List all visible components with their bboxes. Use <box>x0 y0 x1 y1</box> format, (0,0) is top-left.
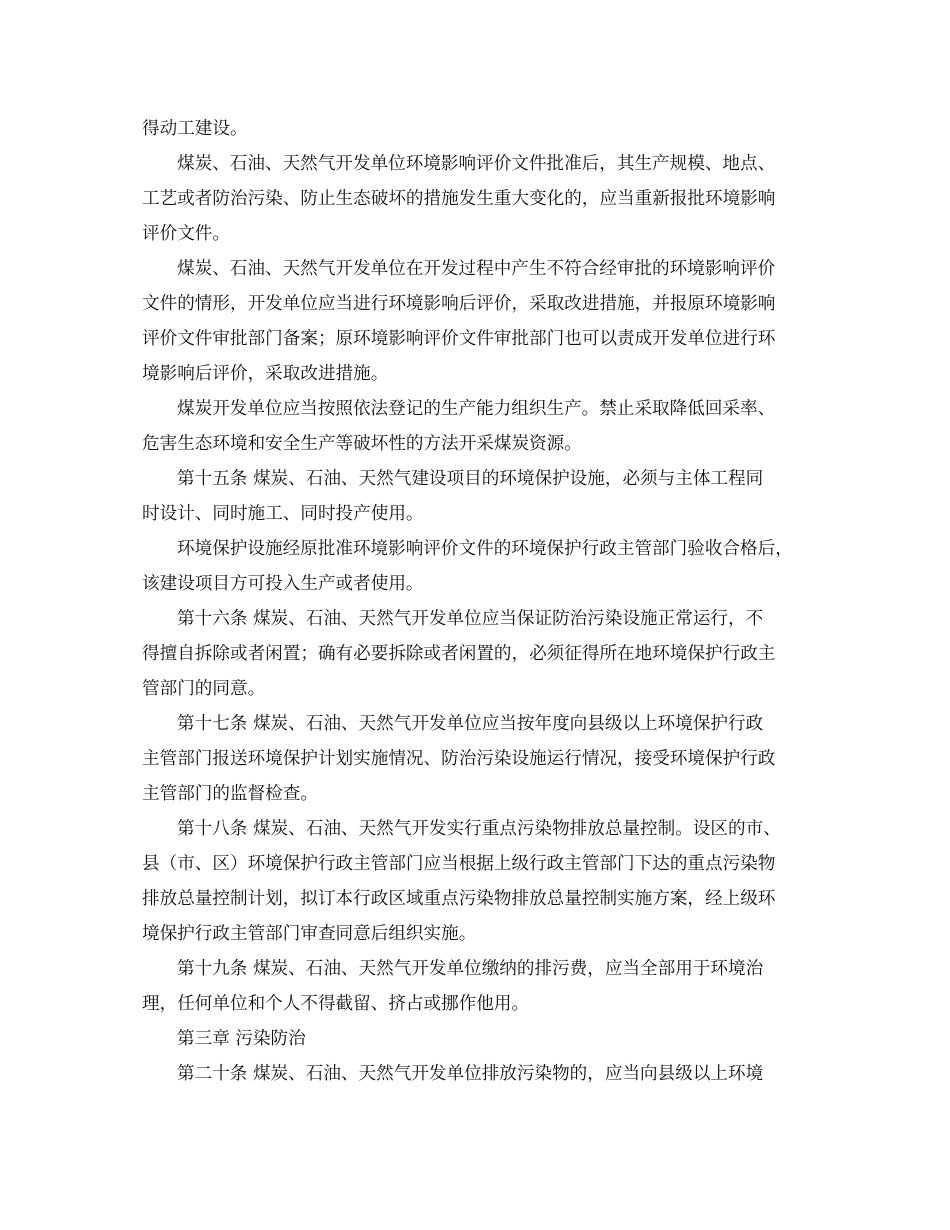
text-line: 危害生态环境和安全生产等破坏性的方法开采煤炭资源。 <box>142 434 582 454</box>
text-line: 管部门的同意。 <box>142 679 266 699</box>
text-line: 得擅自拆除或者闲置；确有必要拆除或者闲置的，必须征得所在地环境保护行政主 <box>142 644 776 664</box>
text-line: 煤炭、石油、天然气开发单位环境影响评价文件批准后，其生产规模、地点、 <box>177 154 776 174</box>
text-line: 主管部门报送环境保护计划实施情况、防治污染设施运行情况，接受环境保护行政 <box>142 749 776 769</box>
text-line: 煤炭、石油、天然气开发单位在开发过程中产生不符合经审批的环境影响评价 <box>177 259 776 279</box>
text-line: 得动工建设。 <box>142 119 248 139</box>
text-line: 煤炭开发单位应当按照依法登记的生产能力组织生产。禁止采取降低回采率、 <box>177 399 776 419</box>
text-line: 理，任何单位和个人不得截留、挤占或挪作他用。 <box>142 994 530 1014</box>
text-line: 第三章 污染防治 <box>177 1029 306 1049</box>
text-line: 环境保护设施经原批准环境影响评价文件的环境保护行政主管部门验收合格后， <box>177 539 793 559</box>
text-line: 第十六条 煤炭、石油、天然气开发单位应当保证防治污染设施正常运行，不 <box>177 609 764 629</box>
text-line: 境影响后评价，采取改进措施。 <box>142 364 389 384</box>
text-line: 第十九条 煤炭、石油、天然气开发单位缴纳的排污费，应当全部用于环境治 <box>177 959 764 979</box>
text-line: 时设计、同时施工、同时投产使用。 <box>142 504 424 524</box>
text-line: 该建设项目方可投入生产或者使用。 <box>142 574 424 594</box>
document-body <box>142 112 810 1092</box>
text-line: 主管部门的监督检查。 <box>142 784 318 804</box>
text-line: 第十七条 煤炭、石油、天然气开发单位应当按年度向县级以上环境保护行政 <box>177 714 764 734</box>
text-line: 境保护行政主管部门审查同意后组织实施。 <box>142 924 477 944</box>
text-line: 评价文件。 <box>142 224 230 244</box>
text-line: 第十五条 煤炭、石油、天然气建设项目的环境保护设施，必须与主体工程同 <box>177 469 764 489</box>
text-line: 第十八条 煤炭、石油、天然气开发实行重点污染物排放总量控制。设区的市、 <box>177 819 781 839</box>
text-line: 排放总量控制计划，拟订本行政区域重点污染物排放总量控制实施方案，经上级环 <box>142 889 776 909</box>
text-line: 县（市、区）环境保护行政主管部门应当根据上级行政主管部门下达的重点污染物 <box>142 854 776 874</box>
text-line: 文件的情形，开发单位应当进行环境影响后评价，采取改进措施，并报原环境影响 <box>142 294 776 314</box>
text-line: 评价文件审批部门备案；原环境影响评价文件审批部门也可以责成开发单位进行环 <box>142 329 776 349</box>
text-line: 工艺或者防治污染、防止生态破坏的措施发生重大变化的，应当重新报批环境影响 <box>142 189 776 209</box>
text-line: 第二十条 煤炭、石油、天然气开发单位排放污染物的，应当向县级以上环境 <box>177 1064 764 1084</box>
